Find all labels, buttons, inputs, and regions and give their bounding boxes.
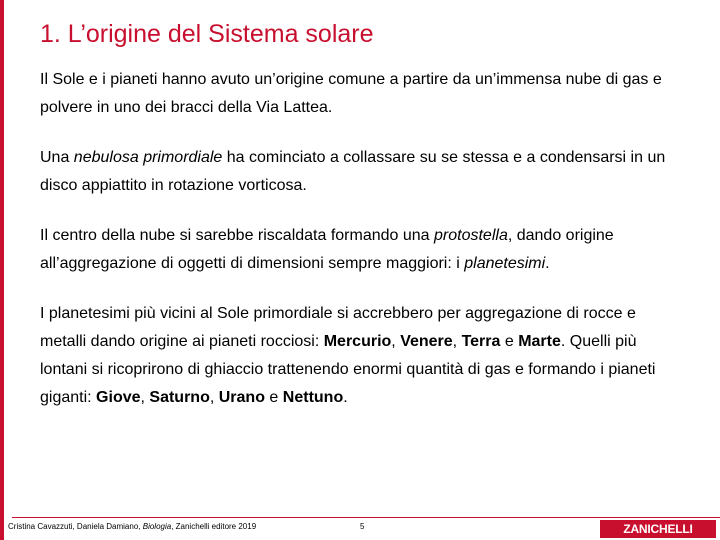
paragraph-1	[40, 66, 680, 122]
bold-term: Terra	[461, 333, 501, 350]
italic-term: protostella	[434, 227, 508, 244]
text-run: ,	[140, 389, 150, 406]
text-run: .	[343, 389, 348, 406]
text-run: .	[545, 255, 550, 272]
bold-term: Venere	[400, 333, 453, 350]
text-run: , dando origine all’aggregazione di oggetti di dimensioni sempre maggiori: i	[40, 227, 614, 272]
credit-publisher: , Zanichelli editore 2019	[171, 522, 257, 531]
text-run: e	[264, 389, 283, 406]
text-run: ,	[209, 389, 219, 406]
text-run: ,	[391, 333, 401, 350]
left-accent-bar	[0, 0, 4, 540]
italic-term: nebulosa primordiale	[73, 149, 223, 166]
text-run: Una	[40, 149, 74, 166]
paragraph-3	[40, 222, 680, 278]
bold-term: Nettuno	[282, 389, 344, 406]
bold-term: Saturno	[149, 389, 210, 406]
text-run: Il centro della nube si sarebbe riscaldata formando una	[40, 227, 435, 244]
publisher-logo: ZANICHELLI	[600, 520, 716, 538]
page-number: 5	[360, 522, 365, 531]
footer-divider	[12, 517, 720, 518]
footer-credit	[8, 522, 256, 531]
bold-term: Marte	[518, 333, 561, 350]
text-run: I planetesimi più vicini al Sole primordiale si accrebbero per aggregazione di rocce e metalli dando origine ai pianeti rocciosi:	[40, 305, 636, 350]
paragraph-2	[40, 144, 680, 200]
italic-term: planetesimi	[464, 255, 546, 272]
credit-authors: Cristina Cavazzuti, Daniela Damiano,	[8, 522, 143, 531]
slide-body	[40, 66, 680, 434]
text-run: ,	[452, 333, 462, 350]
text-run: . Quelli più lontani si ricoprirono di ghiaccio trattenendo enormi quantità di gas e formando i pianeti giganti:	[40, 333, 656, 406]
slide-title: 1. L’origine del Sistema solare	[40, 20, 374, 48]
text-run: ha cominciato a collassare su se stessa e a condensarsi in un disco appiattito in rotazione vorticosa.	[40, 149, 666, 194]
credit-book-title: Biologia	[142, 522, 172, 531]
text-run: e	[500, 333, 519, 350]
text-run: Il Sole e i pianeti hanno avuto un’origine comune a partire da un’immensa nube di gas e polvere in uno dei bracci della Via Lattea.	[40, 71, 662, 116]
bold-term: Urano	[218, 389, 265, 406]
paragraph-4	[40, 300, 680, 412]
bold-term: Giove	[96, 389, 141, 406]
bold-term: Mercurio	[323, 333, 392, 350]
